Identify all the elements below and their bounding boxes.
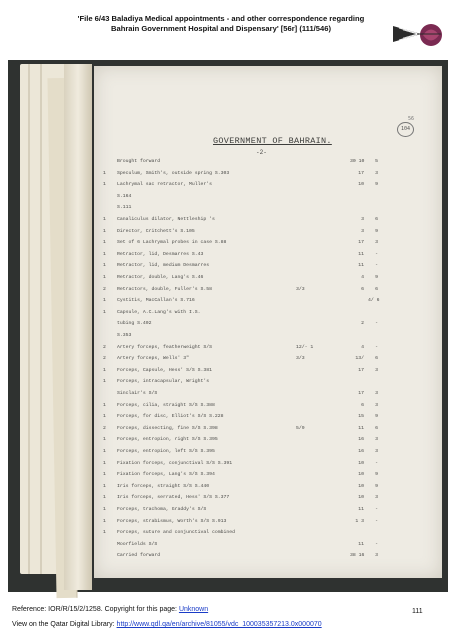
item-pence: 3	[375, 240, 378, 246]
item-quantity: 2	[103, 344, 106, 350]
item-quantity: 1	[103, 483, 106, 489]
item-row	[0, 296, 452, 305]
item-shillings: 30 10	[350, 159, 365, 164]
item-row	[0, 435, 452, 444]
item-pence: -	[375, 251, 378, 257]
item-shillings: 17	[358, 367, 364, 373]
item-row	[0, 261, 452, 270]
item-quantity: 1	[103, 530, 106, 536]
item-row	[0, 331, 452, 340]
item-pence: 9	[375, 472, 378, 478]
item-description: Retractors, double, Fuller's S.58	[117, 286, 212, 292]
item-quantity: 1	[103, 518, 106, 524]
view-text: View on the Qatar Digital Library:	[12, 621, 117, 628]
pencil-folio-number: 56	[408, 116, 415, 122]
reference-text: Reference: IOR/R/15/2/1258. Copyright for this page:	[12, 606, 179, 613]
item-shillings: 10	[358, 460, 364, 466]
item-row	[0, 505, 452, 514]
item-description: S.353	[117, 333, 132, 338]
item-quantity: 1	[103, 437, 106, 443]
item-quantity: 1	[103, 217, 106, 222]
item-quantity: 2	[103, 356, 106, 362]
item-quantity: 2	[103, 425, 106, 431]
item-description: Forceps, trachoma, Graddy's S/S	[117, 507, 207, 512]
item-pence: 9	[375, 483, 378, 489]
item-row	[0, 227, 452, 236]
item-row	[0, 528, 452, 537]
item-pence: 3	[375, 449, 378, 454]
item-shillings: 6	[361, 402, 364, 408]
item-pence: -	[375, 541, 378, 547]
item-pence: 3	[375, 402, 378, 408]
item-quantity: 1	[103, 495, 106, 501]
item-shillings: 17	[358, 240, 364, 246]
item-description: Retractor, double, Lang's S.46	[117, 275, 204, 280]
item-shillings: 11	[358, 251, 364, 257]
item-pence: 6	[375, 286, 378, 292]
item-pence: 3	[375, 170, 378, 176]
item-description: Speculum, Smith's, outside spring S.303	[117, 170, 230, 176]
item-row	[0, 285, 452, 294]
item-shillings: 11	[358, 263, 364, 269]
item-description: Forceps, entropion, right S/S S.395	[117, 437, 218, 443]
item-description: Forceps, entropion, left S/S S.395	[117, 449, 215, 454]
item-description: Artery forceps, featherweight S/S	[117, 344, 212, 350]
item-description: Fixation forceps, Lang's S/S S.394	[117, 472, 215, 478]
item-pence: -	[375, 263, 378, 269]
item-row	[0, 169, 452, 178]
item-row	[0, 540, 452, 549]
item-description: Sinclair's S/S	[117, 391, 158, 396]
item-row	[0, 192, 452, 201]
item-pence: 6	[375, 356, 378, 362]
item-pence: 3	[375, 437, 378, 443]
item-pence: 3	[375, 553, 378, 559]
item-quantity: 2	[103, 286, 106, 292]
item-shillings: 11	[358, 541, 364, 547]
item-pence: 9	[375, 228, 378, 234]
item-row	[0, 238, 452, 247]
item-row	[0, 366, 452, 375]
copyright-link[interactable]: Unknown	[178, 606, 209, 613]
item-row	[0, 459, 452, 468]
item-description: Set of 6 Lachrymal probes in case S.88	[117, 240, 227, 246]
item-description: Forceps, strabismus, Worth's S/S S.913	[117, 518, 227, 524]
item-description: Artery forceps, Wells' 3"	[117, 356, 189, 362]
item-pence: -	[375, 321, 378, 327]
item-shillings: 1 3	[355, 518, 364, 524]
item-row	[0, 517, 452, 526]
item-pence: 4/ 6	[368, 298, 380, 304]
archive-url-link[interactable]: http://www.qdl.qa/en/archive/81055/vdc_100035357213.0x000070	[116, 621, 322, 628]
item-pence: 9	[375, 275, 378, 280]
folio-stamp: 104	[397, 122, 414, 137]
item-description: Canaliculus dilator, Nettleship 's	[117, 217, 215, 222]
item-description: Forceps, intracapsular, Wright's	[117, 379, 210, 385]
item-row	[0, 308, 452, 317]
item-description: S.111	[117, 205, 132, 211]
item-unit-price: 12/- 1	[296, 344, 314, 350]
item-shillings: 11	[358, 425, 364, 431]
item-quantity: 1	[103, 507, 106, 512]
item-quantity: 1	[103, 263, 106, 269]
item-shillings: 4	[361, 275, 364, 280]
item-pence: 9	[375, 182, 378, 188]
item-description: Cystitis, MacCallan's S.716	[117, 298, 195, 304]
header-title-line-2: Bahrain Government Hospital and Dispensary' [56r] (111/546)	[111, 24, 331, 33]
item-pence: 6	[375, 217, 378, 222]
item-pence: 3	[375, 367, 378, 373]
item-row	[0, 319, 452, 328]
document-title: GOVERNMENT OF BAHRAIN.	[213, 136, 332, 146]
item-description: Iris forceps, straight S/S S.440	[117, 483, 210, 489]
item-shillings: 17	[358, 391, 364, 396]
item-shillings: 38 16	[350, 553, 365, 559]
item-pence: -	[375, 507, 378, 512]
item-shillings: 15	[358, 414, 364, 420]
item-shillings: 6	[361, 286, 364, 292]
page-marker: -2-	[256, 149, 267, 156]
item-quantity: 1	[103, 402, 106, 408]
item-shillings: 11	[358, 507, 364, 512]
item-pence: 9	[375, 414, 378, 420]
item-shillings: 13/	[355, 356, 364, 362]
item-row	[0, 250, 452, 259]
item-description: Carried forward	[117, 553, 161, 559]
item-quantity: 1	[103, 449, 106, 454]
item-quantity: 1	[103, 240, 106, 246]
item-row	[0, 354, 452, 363]
page-number: 111	[412, 608, 423, 615]
item-pence: 3	[375, 495, 378, 501]
item-pence: 3	[375, 391, 378, 396]
item-shillings: 16	[358, 449, 364, 454]
view-line	[12, 621, 322, 628]
item-row	[0, 551, 452, 560]
item-quantity: 1	[103, 460, 106, 466]
item-pence: -	[375, 460, 378, 466]
item-quantity: 1	[103, 228, 106, 234]
item-shillings: 10	[358, 483, 364, 489]
item-pence: 6	[375, 425, 378, 431]
item-quantity: 1	[103, 367, 106, 373]
reference-line	[12, 606, 208, 613]
item-quantity: 1	[103, 309, 106, 315]
item-description: Forceps, dissecting, fine S/S S.398	[117, 425, 218, 431]
item-description: Iris forceps, serrated, Hess' S/S S.377	[117, 495, 230, 501]
item-quantity: 1	[103, 472, 106, 478]
item-unit-price: 3/3	[296, 356, 305, 362]
item-shillings: 10	[358, 495, 364, 501]
item-unit-price: 5/9	[296, 425, 305, 431]
item-row	[0, 215, 452, 224]
item-description: Director, Critchett's S.105	[117, 228, 195, 234]
item-row	[0, 273, 452, 282]
item-shillings: 3	[361, 228, 364, 234]
item-row	[0, 377, 452, 386]
item-row	[0, 470, 452, 479]
item-description: Brought forward	[117, 159, 161, 164]
item-pence: 5	[375, 159, 378, 164]
item-row	[0, 157, 452, 166]
item-description: S.164	[117, 193, 132, 199]
item-description: tubing S.402	[117, 321, 152, 327]
item-quantity: 1	[103, 298, 106, 304]
item-row	[0, 482, 452, 491]
item-quantity: 1	[103, 251, 106, 257]
item-row	[0, 389, 452, 398]
item-description: Forceps, cilia, straight S/S S.388	[117, 402, 215, 408]
item-shillings: 4	[361, 344, 364, 350]
item-description: Lachrymal sac retractor, Muller's	[117, 182, 212, 188]
item-quantity: 1	[103, 414, 106, 420]
item-quantity: 1	[103, 182, 106, 188]
item-description: Retractor, lid, Desmarres S.43	[117, 251, 204, 257]
item-row	[0, 203, 452, 212]
item-row	[0, 401, 452, 410]
item-shillings: 16	[358, 437, 364, 443]
item-pence: -	[375, 518, 378, 524]
item-quantity: 1	[103, 170, 106, 176]
item-shillings: 3	[361, 217, 364, 222]
item-shillings: 10	[358, 182, 364, 188]
item-shillings: 17	[358, 170, 364, 176]
item-description: Moorfields S/S	[117, 541, 158, 547]
item-row	[0, 180, 452, 189]
item-row	[0, 493, 452, 502]
item-row	[0, 343, 452, 352]
item-row	[0, 424, 452, 433]
item-description: Forceps, suture and conjunctival combined	[117, 530, 236, 536]
item-shillings: 10	[358, 472, 364, 478]
item-unit-price: 3/3	[296, 286, 305, 292]
item-description: Retractor, lid, medium Desmarres	[117, 263, 210, 269]
item-row	[0, 412, 452, 421]
item-pence: -	[375, 344, 378, 350]
item-description: Forceps, Capsule, Hess' S/S S.381	[117, 367, 212, 373]
item-shillings: 2	[361, 321, 364, 327]
item-description: Forceps, for disc, Elliot's S/S S.228	[117, 414, 224, 420]
item-description: Fixation forceps, conjunctival S/S S.391	[117, 460, 233, 466]
header-title-line-1: 'File 6/43 Baladiya Medical appointments - and other correspondence regarding	[77, 14, 365, 23]
item-quantity: 1	[103, 275, 106, 280]
item-description: Capsule, A.C.Lang's with I.S.	[117, 309, 201, 315]
item-row	[0, 447, 452, 456]
item-quantity: 1	[103, 379, 106, 385]
